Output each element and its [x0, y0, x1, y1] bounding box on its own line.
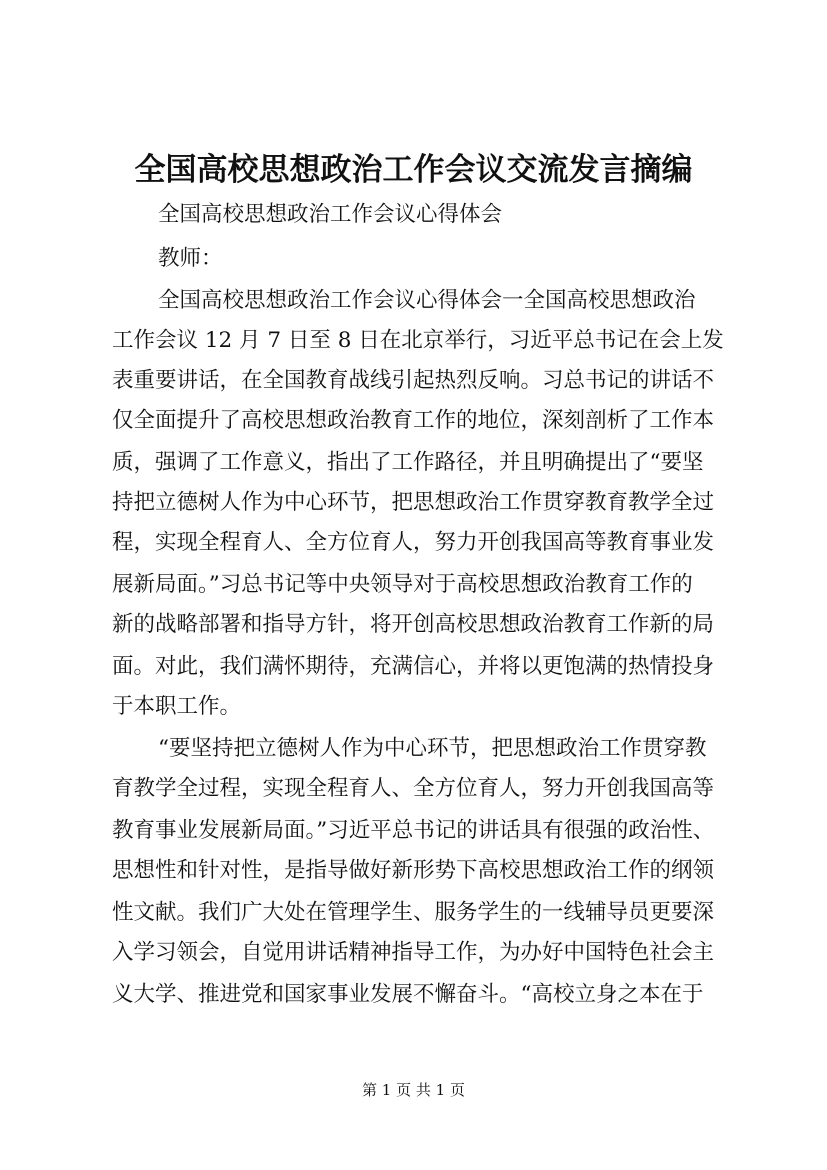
paragraph-line: 程，实现全程育人、全方位育人，努力开创我国高等教育事业发	[112, 530, 715, 555]
paragraph-line: 思想性和针对性，是指导做好新形势下高校思想政治工作的纲领	[112, 858, 715, 883]
page-footer: 第 1 页 共 1 页	[362, 1081, 465, 1099]
paragraph-line: 于本职工作。	[112, 694, 242, 719]
paragraph-line: 性文献。我们广大处在管理学生、服务学生的一线辅导员更要深	[112, 900, 715, 925]
paragraph-line: 面。对此，我们满怀期待，充满信心，并将以更饱满的热情投身	[112, 654, 715, 679]
paragraph-line: 工作会议 12 月 7 日至 8 日在北京举行，习近平总书记在会上发	[112, 328, 724, 353]
paragraph-line: 持把立德树人作为中心环节，把思想政治工作贯穿教育教学全过	[112, 490, 715, 515]
salutation: 教师：	[158, 246, 223, 271]
document-subtitle: 全国高校思想政治工作会议心得体会	[158, 202, 503, 227]
paragraph-line: “要坚持把立德树人作为中心环节，把思想政治工作贯穿教	[158, 736, 707, 761]
paragraph-line: 育教学全过程，实现全程育人、全方位育人，努力开创我国高等	[112, 776, 715, 801]
paragraph-line: 表重要讲话，在全国教育战线引起热烈反响。习总书记的讲话不	[112, 368, 715, 393]
paragraph-line: 教育事业发展新局面。”习近平总书记的讲话具有很强的政治性、	[112, 818, 715, 843]
paragraph-line: 义大学、推进党和国家事业发展不懈奋斗。“高校立身之本在于	[112, 982, 704, 1007]
paragraph-line: 全国高校思想政治工作会议心得体会一全国高校思想政治	[158, 288, 696, 313]
paragraph-line: 入学习领会，自觉用讲话精神指导工作，为办好中国特色社会主	[112, 940, 715, 965]
paragraph-line: 仅全面提升了高校思想政治教育工作的地位，深刻剖析了工作本	[112, 408, 715, 433]
document-title: 全国高校思想政治工作会议交流发言摘编	[134, 152, 693, 188]
paragraph-line: 展新局面。”习总书记等中央领导对于高校思想政治教育工作的	[112, 572, 693, 597]
paragraph-line: 质，强调了工作意义，指出了工作路径，并且明确提出了“要坚	[112, 450, 704, 475]
paragraph-line: 新的战略部署和指导方针，将开创高校思想政治教育工作新的局	[112, 612, 715, 637]
